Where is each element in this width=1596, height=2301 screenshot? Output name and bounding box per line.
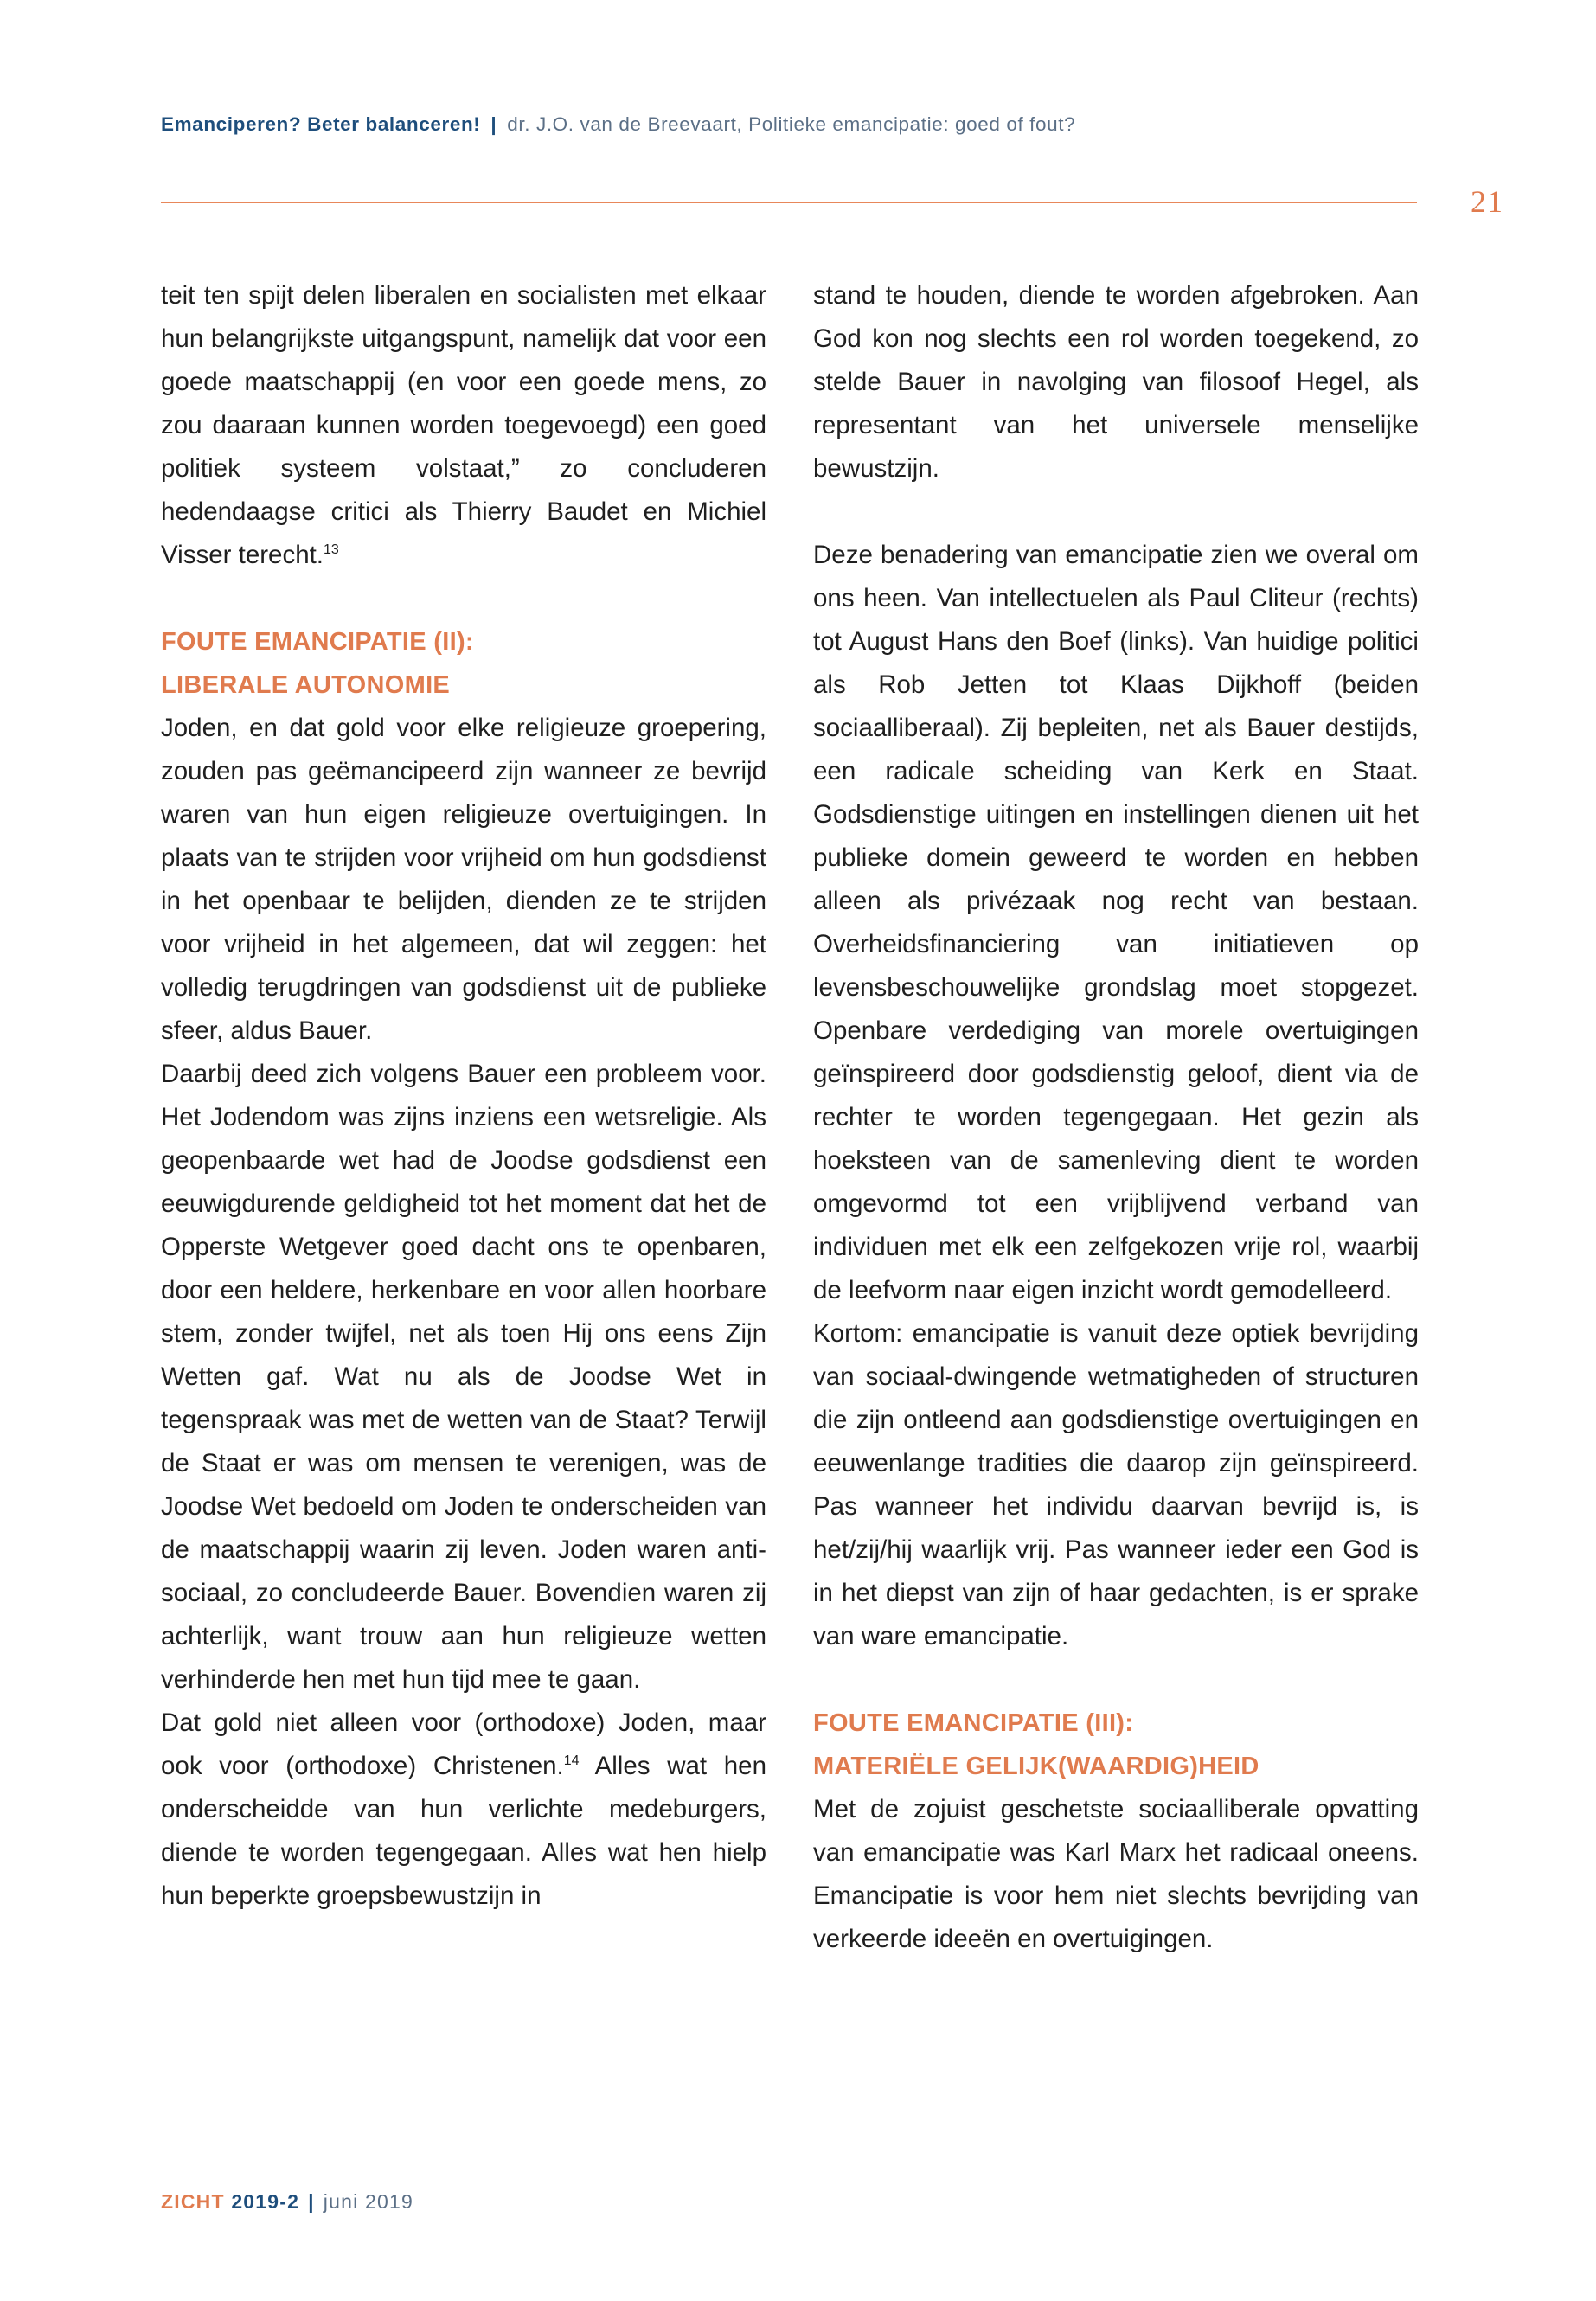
paragraph: Dat gold niet alleen voor (orthodoxe) Joden, maar ook voor (orthodoxe) Christenen.$^{14}$ Alles wat hen onderscheidde van hun verlichte medeburgers, diende te worden tegengegaan. Alles wat hen hielp hun beperkte groepsbewustzijn in <box>161 1708 766 1910</box>
footer-brand: ZICHT <box>161 2190 225 2213</box>
paragraph: teit ten spijt delen liberalen en socialisten met elkaar hun belangrijkste uitgangspunt, namelijk dat voor een goede maatschappij (en voor een goede mens, zo zou daaraan kunnen worden toegevoegd) een goed politiek systeem volstaat,” zo concluderen hedendaagse critici als Thierry Baudet en Michiel Visser terecht.$^{13}$ <box>161 281 766 569</box>
section-heading: FOUTE EMANCIPATIE (III): MATERIËLE GELIJK(WAARDIG)HEID <box>813 1709 1259 1780</box>
paragraph: Daarbij deed zich volgens Bauer een probleem voor. Het Jodendom was zijns inziens een wetsreligie. Als geopenbaarde wet had de Joodse godsdienst een eeuwigdurende geldigheid tot het moment dat het de Opperste Wetgever goed dacht ons te openbaren, door een heldere, herkenbare en voor allen hoorbare stem, zonder twijfel, net als toen Hij ons eens Zijn Wetten gaf. Wat nu als de Joodse Wet in tegenspraak was met de wetten van de Staat? Terwijl de Staat er was om mensen te verenigen, was de Joodse Wet bedoeld om Joden te onderscheiden van de maatschappij waarin zij leven. Joden waren anti-sociaal, zo concludeerde Bauer. Bovendien waren zij achterlijk, want trouw aan hun religieuze wetten verhinderde hen met hun tijd mee te gaan. <box>161 1060 766 1694</box>
article-author-line: dr. J.O. van de Breevaart, Politieke emancipatie: goed of fout? <box>507 113 1076 135</box>
paragraph: Met de zojuist geschetste sociaalliberale opvatting van emancipatie was Karl Marx het radicaal oneens. Emancipatie is voor hem niet slechts bevrijding van verkeerde ideeën en overtuigingen. <box>813 1795 1419 1953</box>
footnote-ref[interactable]: 13 <box>324 542 339 557</box>
paragraph: Kortom: emancipatie is vanuit deze optiek bevrijding van sociaal-dwingende wetmatigheden of structuren die zijn ontleend aan godsdienstige overtuigingen en eeuwenlange tradities die daarop zijn geïnspireerd. Pas wanneer het individu daarvan bevrijd is, is het/zij/hij waarlijk vrij. Pas wanneer ieder een God is in het diepst van zijn of haar gedachten, is er sprake van ware emancipatie. <box>813 1319 1419 1650</box>
magazine-theme-title: Emanciperen? Beter balanceren! <box>161 113 481 135</box>
footer-separator: | <box>308 2190 315 2213</box>
header-separator: | <box>490 113 497 135</box>
footnote-ref[interactable]: 14 <box>563 1753 580 1768</box>
right-column <box>813 274 1419 1961</box>
header-rule <box>161 202 1417 203</box>
left-column <box>161 274 766 1918</box>
paragraph: Joden, en dat gold voor elke religieuze groepering, zouden pas geëmancipeerd zijn wanneer ze bevrijd waren van hun eigen religieuze overtuigingen. In plaats van te strijden voor vrijheid om hun godsdienst in het openbaar te belijden, dienden ze te strijden voor vrijheid in het algemeen, dat wil zeggen: het volledig terugdringen van godsdienst uit de publieke sfeer, aldus Bauer. <box>161 714 766 1045</box>
section-heading: FOUTE EMANCIPATIE (II): LIBERALE AUTONOMIE <box>161 628 474 699</box>
paragraph: Deze benadering van emancipatie zien we overal om ons heen. Van intellectuelen als Paul Cliteur (rechts) tot August Hans den Boef (links). Van huidige politici als Rob Jetten tot Klaas Dijkhoff (beiden sociaalliberaal). Zij bepleiten, net als Bauer destijds, een radicale scheiding van Kerk en Staat. Godsdienstige uitingen en instellingen dienen uit het publieke domein geweerd te worden en hebben alleen als privézaak nog recht van bestaan. Overheidsfinanciering van initiatieven op levensbeschouwelijke grondslag moet stopgezet. Openbare verdediging van morele overtuigingen geïnspireerd door godsdienstig geloof, dient via de rechter te worden tegengegaan. Het gezin als hoeksteen van de samenleving dient te worden omgevormd tot een vrijblijvend verband van individuen met elk een zelfgekozen vrije rol, waarbij de leefvorm naar eigen inzicht wordt gemodelleerd. <box>813 541 1419 1304</box>
running-head <box>161 113 1424 136</box>
page-number: 21 <box>1471 184 1503 219</box>
footer-date: juni 2019 <box>323 2190 413 2213</box>
footer-issue: 2019-2 <box>231 2190 300 2213</box>
page-footer <box>161 2190 413 2214</box>
paragraph: stand te houden, diende te worden afgebroken. Aan God kon nog slechts een rol worden toegekend, zo stelde Bauer in navolging van filosoof Hegel, als representant van het universele menselijke bewustzijn. <box>813 281 1419 483</box>
